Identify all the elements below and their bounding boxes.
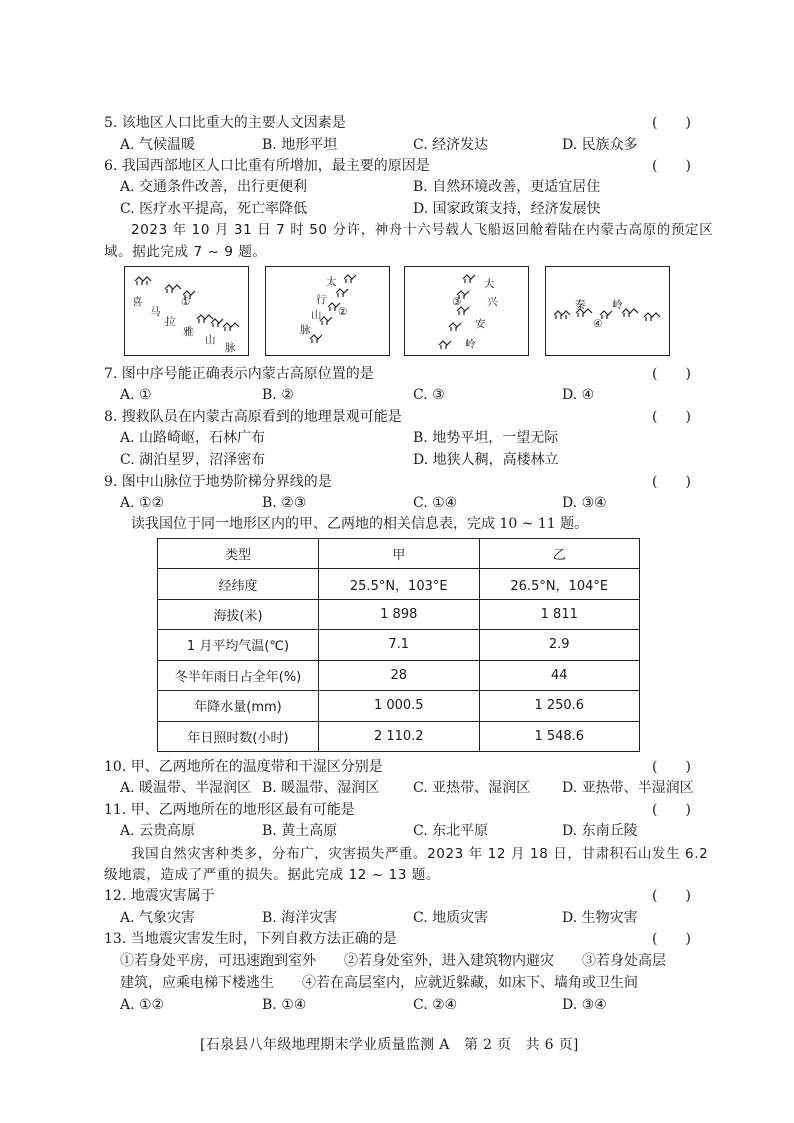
q7-option-a: A. ① <box>120 387 152 403</box>
q10-option-a: A. 暖温带、半湿润区 <box>120 780 252 796</box>
q12-answer-paren: ( ) <box>652 888 691 904</box>
q13-stem: 13. 当地震灾害发生时，下列自救方法正确的是 <box>104 931 397 947</box>
map-3-char-3: 安 <box>475 318 486 330</box>
q11-answer-paren: ( ) <box>652 802 691 818</box>
q7-option-d: D. ④ <box>562 387 595 403</box>
q6-option-a: A. 交通条件改善，出行更便利 <box>120 179 308 195</box>
q9-option-c: C. ①④ <box>413 495 458 511</box>
table-row <box>158 569 640 599</box>
q8-option-a: A. 山路崎岖，石林广布 <box>120 430 266 446</box>
map-4-qinling <box>545 266 670 356</box>
map-1-char-1: 喜 <box>132 296 143 308</box>
q13-statements-line1: ①若身处平房，可迅速跑到室外 ②若身处室外，进入建筑物内避灾 ③若身处高层 <box>120 953 666 969</box>
table-row-label: 经纬度 <box>158 569 319 599</box>
table-header-yi: 乙 <box>479 539 640 569</box>
table-row <box>158 660 640 690</box>
map-3-char-1: 大 <box>484 278 495 290</box>
q7-option-c: C. ③ <box>413 387 445 403</box>
table-cell-jia: 1 000.5 <box>319 691 480 721</box>
q8-option-d: D. 地狭人稠，高楼林立 <box>413 452 559 468</box>
q6-stem: 6. 我国西部地区人口比重有所增加，最主要的原因是 <box>104 158 430 174</box>
map-1-number: ① <box>181 296 191 308</box>
map-1-char-4: 雅 <box>183 326 194 338</box>
table-cell-yi: 1 548.6 <box>479 721 640 751</box>
q9-option-d: D. ③④ <box>562 495 607 511</box>
table-row <box>158 599 640 629</box>
map-1-char-2: 马 <box>150 306 161 318</box>
q5-option-a: A. 气候温暖 <box>120 137 196 153</box>
q13-answer-paren: ( ) <box>652 931 691 947</box>
map-1-char-5: 山 <box>205 334 216 346</box>
page-footer: [石泉县八年级地理期末学业质量监测 A 第 2 页 共 6 页] <box>200 1037 579 1053</box>
table-cell-yi: 26.5°N，104°E <box>479 569 640 599</box>
map-1-himalaya <box>124 266 249 356</box>
table-header-row <box>158 539 640 569</box>
q8-stem: 8. 搜救队员在内蒙古高原看到的地理景观可能是 <box>104 409 402 425</box>
table-cell-jia: 1 898 <box>319 599 480 629</box>
map-1-char-3: 拉 <box>165 316 176 328</box>
q5-answer-paren: ( ) <box>652 115 691 131</box>
mountain-symbols-4 <box>546 267 671 357</box>
q6-option-b: B. 自然环境改善，更适宜居住 <box>413 179 601 195</box>
q12-option-b: B. 海洋灾害 <box>262 910 338 926</box>
q9-answer-paren: ( ) <box>652 474 691 490</box>
q13-statements-line2: 建筑，应乘电梯下楼逃生 ④若在高层室内，应就近躲藏，如床下、墙角或卫生间 <box>120 975 638 991</box>
q13-option-d: D. ③④ <box>562 997 607 1013</box>
q11-stem: 11. 甲、乙两地所在的地形区最有可能是 <box>104 802 355 818</box>
q7-stem: 7. 图中序号能正确表示内蒙古高原位置的是 <box>104 366 374 382</box>
table-row <box>158 721 640 751</box>
q9-stem: 9. 图中山脉位于地势阶梯分界线的是 <box>104 474 332 490</box>
map-4-number: ④ <box>593 318 603 330</box>
map-1-char-6: 脉 <box>225 342 236 354</box>
q8-option-b: B. 地势平坦，一望无际 <box>413 430 559 446</box>
q7-answer-paren: ( ) <box>652 366 691 382</box>
info-table <box>157 538 640 752</box>
map-4-char-2: 岭 <box>612 299 623 311</box>
intro-10-11: 读我国位于同一地形区内的甲、乙两地的相关信息表，完成 10 ~ 11 题。 <box>131 516 589 532</box>
table-row-label: 冬半年雨日占全年(%) <box>158 660 319 690</box>
q9-option-b: B. ②③ <box>262 495 307 511</box>
table-row-label: 年日照时数(小时) <box>158 721 319 751</box>
q8-option-c: C. 湖泊星罗，沼泽密布 <box>120 452 266 468</box>
q5-option-b: B. 地形平坦 <box>262 137 338 153</box>
table-cell-yi: 44 <box>479 660 640 690</box>
table-cell-jia: 2 110.2 <box>319 721 480 751</box>
q13-option-c: C. ②④ <box>413 997 458 1013</box>
q11-option-a: A. 云贵高原 <box>120 823 196 839</box>
q10-answer-paren: ( ) <box>652 759 691 775</box>
q11-option-d: D. 东南丘陵 <box>562 823 638 839</box>
map-2-taihang <box>265 266 390 356</box>
q10-option-b: B. 暖温带、湿润区 <box>262 780 380 796</box>
intro-7-9-line2: 域。据此完成 7 ~ 9 题。 <box>104 244 267 260</box>
q11-option-b: B. 黄土高原 <box>262 823 338 839</box>
q11-option-c: C. 东北平原 <box>413 823 489 839</box>
q12-stem: 12. 地震灾害属于 <box>104 888 215 904</box>
intro-12-13-line1: 我国自然灾害种类多，分布广，灾害损失严重。2023 年 12 月 18 日，甘肃积石山发生 6.2 <box>131 846 709 862</box>
table-header-jia: 甲 <box>319 539 480 569</box>
q12-option-c: C. 地质灾害 <box>413 910 489 926</box>
table-cell-jia: 25.5°N，103°E <box>319 569 480 599</box>
q13-option-a: A. ①② <box>120 997 165 1013</box>
q8-answer-paren: ( ) <box>652 409 691 425</box>
table-cell-jia: 7.1 <box>319 630 480 660</box>
table-row-label: 年降水量(mm) <box>158 691 319 721</box>
q12-option-d: D. 生物灾害 <box>562 910 638 926</box>
q5-option-c: C. 经济发达 <box>413 137 489 153</box>
q10-option-d: D. 亚热带、半湿润区 <box>562 780 694 796</box>
map-2-char-4: 脉 <box>300 324 311 336</box>
intro-7-9-line1: 2023 年 10 月 31 日 7 时 50 分许，神舟十六号载人飞船返回舱着陆在内蒙古高原的预定区 <box>131 222 714 238</box>
q7-option-b: B. ② <box>262 387 294 403</box>
table-header-type: 类型 <box>158 539 319 569</box>
table-row <box>158 691 640 721</box>
q10-stem: 10. 甲、乙两地所在的温度带和干湿区分别是 <box>104 759 383 775</box>
intro-12-13-line2: 级地震，造成了严重的损失。据此完成 12 ~ 13 题。 <box>104 867 441 883</box>
table-row-label: 海拔(米) <box>158 599 319 629</box>
map-2-char-1: 太 <box>326 276 337 288</box>
map-3-daxinganling <box>404 266 529 356</box>
table-cell-jia: 28 <box>319 660 480 690</box>
q6-option-c: C. 医疗水平提高，死亡率降低 <box>120 201 308 217</box>
map-3-char-2: 兴 <box>487 296 498 308</box>
q13-option-b: B. ①④ <box>262 997 307 1013</box>
table-row-label: 1 月平均气温(℃) <box>158 630 319 660</box>
q5-option-d: D. 民族众多 <box>562 137 638 153</box>
map-3-number: ③ <box>452 296 462 308</box>
table-row <box>158 630 640 660</box>
map-3-char-4: 岭 <box>465 338 476 350</box>
table-cell-yi: 2.9 <box>479 630 640 660</box>
q9-option-a: A. ①② <box>120 495 165 511</box>
q5-stem: 5. 该地区人口比重大的主要人文因素是 <box>104 115 346 131</box>
q6-answer-paren: ( ) <box>652 158 691 174</box>
map-2-char-3: 山 <box>311 309 322 321</box>
table-cell-yi: 1 250.6 <box>479 691 640 721</box>
q6-option-d: D. 国家政策支持，经济发展快 <box>413 201 601 217</box>
q12-option-a: A. 气象灾害 <box>120 910 196 926</box>
q10-option-c: C. 亚热带、湿润区 <box>413 780 531 796</box>
table-cell-yi: 1 811 <box>479 599 640 629</box>
map-2-char-2: 行 <box>316 294 327 306</box>
map-2-number: ② <box>338 306 348 318</box>
map-4-char-1: 秦 <box>575 299 586 311</box>
